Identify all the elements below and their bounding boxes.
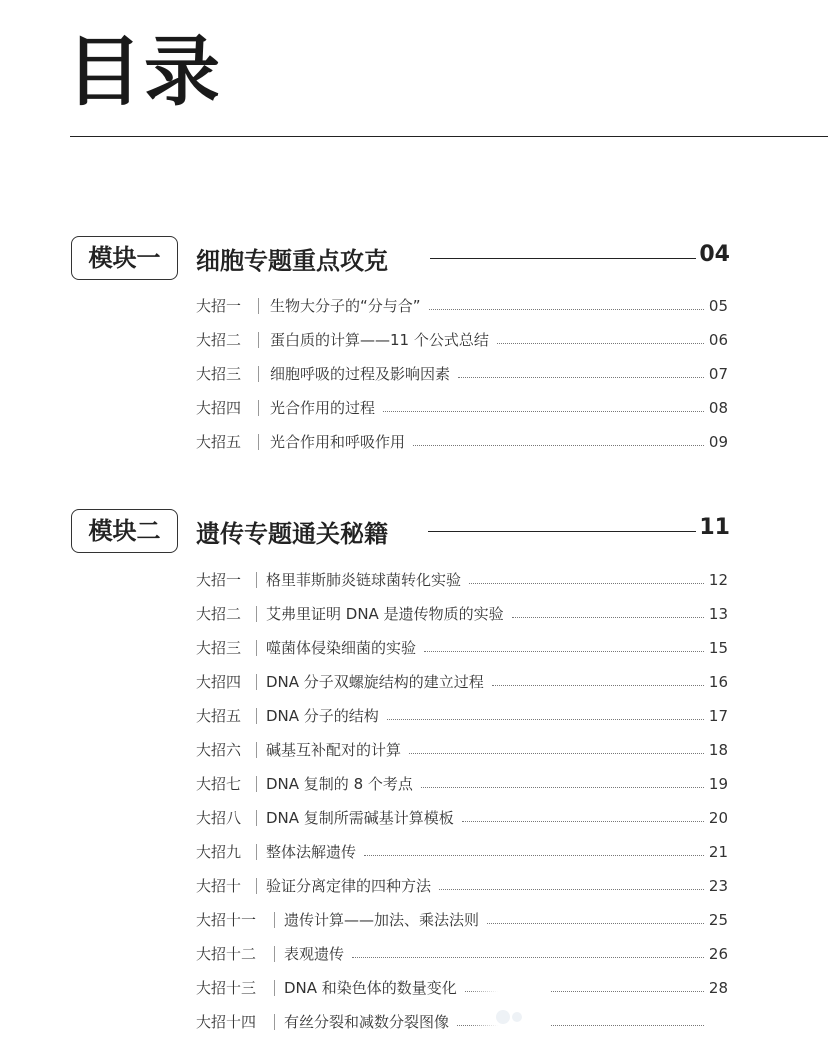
page-title: 目录 <box>66 27 222 116</box>
toc-separator <box>256 810 257 826</box>
toc-entry-title: 有丝分裂和减数分裂图像 <box>284 1013 450 1031</box>
toc-leader-dots <box>409 753 704 754</box>
toc-page-number: 16 <box>708 673 728 691</box>
title-divider <box>70 136 828 137</box>
toc-entry-label: 大招五 <box>196 707 242 725</box>
toc-entry[interactable] <box>196 396 728 420</box>
module-title[interactable]: 遗传专题通关秘籍 <box>196 520 388 548</box>
module-header <box>0 236 828 282</box>
loading-dot <box>496 1010 510 1024</box>
toc-entry-label: 大招四 <box>196 673 242 691</box>
toc-entry-label: 大招六 <box>196 741 242 759</box>
toc-entry-label: 大招二 <box>196 331 242 349</box>
toc-entry-title: 艾弗里证明 DNA 是遗传物质的实验 <box>266 605 504 623</box>
toc-entry-label: 大招十三 <box>196 979 257 997</box>
toc-entry-label: 大招四 <box>196 399 242 417</box>
toc-leader-dots <box>512 617 704 618</box>
toc-leader-dots <box>424 651 704 652</box>
toc-entry-label: 大招十一 <box>196 911 257 929</box>
toc-entry-title: 验证分离定律的四种方法 <box>266 877 432 895</box>
toc-entry[interactable] <box>196 670 728 694</box>
toc-entry-label: 大招七 <box>196 775 242 793</box>
toc-entry-title: 表观遗传 <box>284 945 345 963</box>
toc-entry-title: 细胞呼吸的过程及影响因素 <box>270 365 451 383</box>
toc-page-number: 19 <box>708 775 728 793</box>
toc-entry-title: DNA 和染色体的数量变化 <box>284 979 457 997</box>
toc-entry-title: 格里菲斯肺炎链球菌转化实验 <box>266 571 462 589</box>
toc-entry[interactable] <box>196 430 728 454</box>
toc-leader-dots <box>387 719 704 720</box>
toc-entry[interactable] <box>196 772 728 796</box>
toc-page-number: 26 <box>708 945 728 963</box>
module-rule <box>430 258 696 259</box>
toc-entry-label: 大招二 <box>196 605 242 623</box>
toc-entry-title: 生物大分子的“分与合” <box>270 297 421 315</box>
toc-separator <box>256 640 257 656</box>
toc-entry-title: DNA 分子双螺旋结构的建立过程 <box>266 673 484 691</box>
module-page-number: 04 <box>699 242 730 267</box>
toc-leader-dots <box>364 855 704 856</box>
toc-entry-title: 蛋白质的计算——11 个公式总结 <box>270 331 489 349</box>
module-badge: 模块一 <box>71 236 178 280</box>
toc-separator <box>256 606 257 622</box>
toc-leader-dots <box>413 445 704 446</box>
module-badge: 模块二 <box>71 509 178 553</box>
toc-entry[interactable] <box>196 738 728 762</box>
toc-page-number: 17 <box>708 707 728 725</box>
toc-leader-dots <box>439 889 704 890</box>
toc-separator <box>256 708 257 724</box>
loading-dot <box>512 1012 522 1022</box>
toc-leader-dots <box>429 309 704 310</box>
toc-entry[interactable] <box>196 806 728 830</box>
toc-entry[interactable] <box>196 704 728 728</box>
toc-separator <box>256 572 257 588</box>
toc-separator <box>256 776 257 792</box>
toc-entry-label: 大招三 <box>196 639 242 657</box>
fade-overlay <box>470 975 550 1035</box>
toc-entry[interactable] <box>196 976 728 1000</box>
toc-page-number: 08 <box>708 399 728 417</box>
toc-entry[interactable] <box>196 328 728 352</box>
toc-page-number: 25 <box>708 911 728 929</box>
toc-leader-dots <box>462 821 704 822</box>
toc-entry-title: DNA 复制的 8 个考点 <box>266 775 413 793</box>
toc-separator <box>256 878 257 894</box>
toc-page-number: 28 <box>708 979 728 997</box>
toc-page-number: 18 <box>708 741 728 759</box>
module-rule <box>428 531 696 532</box>
toc-separator <box>274 946 275 962</box>
toc-entry-label: 大招十四 <box>196 1013 257 1031</box>
toc-entry[interactable] <box>196 840 728 864</box>
module-page-number: 11 <box>699 515 730 540</box>
toc-entry-label: 大招一 <box>196 571 242 589</box>
toc-entry-label: 大招三 <box>196 365 242 383</box>
toc-leader-dots <box>497 343 704 344</box>
toc-separator <box>258 400 259 416</box>
toc-entry-label: 大招五 <box>196 433 242 451</box>
toc-entry[interactable] <box>196 568 728 592</box>
toc-entry-title: DNA 复制所需碱基计算模板 <box>266 809 454 827</box>
toc-entry-title: 碱基互补配对的计算 <box>266 741 402 759</box>
toc-separator <box>274 1014 275 1030</box>
toc-page-number: 15 <box>708 639 728 657</box>
toc-entry[interactable] <box>196 362 728 386</box>
toc-page-number: 13 <box>708 605 728 623</box>
toc-entry-title: 整体法解遗传 <box>266 843 357 861</box>
toc-separator <box>258 298 259 314</box>
toc-entry[interactable] <box>196 602 728 626</box>
toc-separator <box>274 980 275 996</box>
toc-page-number: 05 <box>708 297 728 315</box>
toc-entry-label: 大招十 <box>196 877 242 895</box>
module-title[interactable]: 细胞专题重点攻克 <box>196 247 388 275</box>
module-header <box>0 509 828 555</box>
toc-entry-label: 大招八 <box>196 809 242 827</box>
toc-page-number: 06 <box>708 331 728 349</box>
toc-leader-dots <box>421 787 704 788</box>
toc-entry[interactable] <box>196 874 728 898</box>
toc-entry-label: 大招十二 <box>196 945 257 963</box>
toc-page-number: 23 <box>708 877 728 895</box>
toc-page-number: 12 <box>708 571 728 589</box>
toc-leader-dots <box>383 411 704 412</box>
toc-entry[interactable] <box>196 636 728 660</box>
toc-separator <box>256 844 257 860</box>
toc-separator <box>274 912 275 928</box>
toc-entry[interactable] <box>196 908 728 932</box>
toc-page-number: 07 <box>708 365 728 383</box>
toc-separator <box>258 366 259 382</box>
toc-page-number: 20 <box>708 809 728 827</box>
toc-leader-dots <box>492 685 704 686</box>
toc-separator <box>256 674 257 690</box>
toc-entry-title: 光合作用和呼吸作用 <box>270 433 406 451</box>
toc-entry[interactable] <box>196 294 728 318</box>
toc-entry-title: 遗传计算——加法、乘法法则 <box>284 911 480 929</box>
toc-separator <box>258 332 259 348</box>
toc-page-number: 09 <box>708 433 728 451</box>
toc-entry-title: DNA 分子的结构 <box>266 707 379 725</box>
toc-separator <box>256 742 257 758</box>
toc-entry[interactable] <box>196 942 728 966</box>
toc-leader-dots <box>352 957 704 958</box>
toc-entry-label: 大招九 <box>196 843 242 861</box>
toc-page-number: 21 <box>708 843 728 861</box>
toc-entry-label: 大招一 <box>196 297 242 315</box>
toc-separator <box>258 434 259 450</box>
toc-entry-title: 噬菌体侵染细菌的实验 <box>266 639 417 657</box>
toc-entry[interactable] <box>196 1010 728 1034</box>
toc-leader-dots <box>469 583 704 584</box>
toc-leader-dots <box>458 377 704 378</box>
toc-entry-title: 光合作用的过程 <box>270 399 376 417</box>
toc-leader-dots <box>487 923 704 924</box>
